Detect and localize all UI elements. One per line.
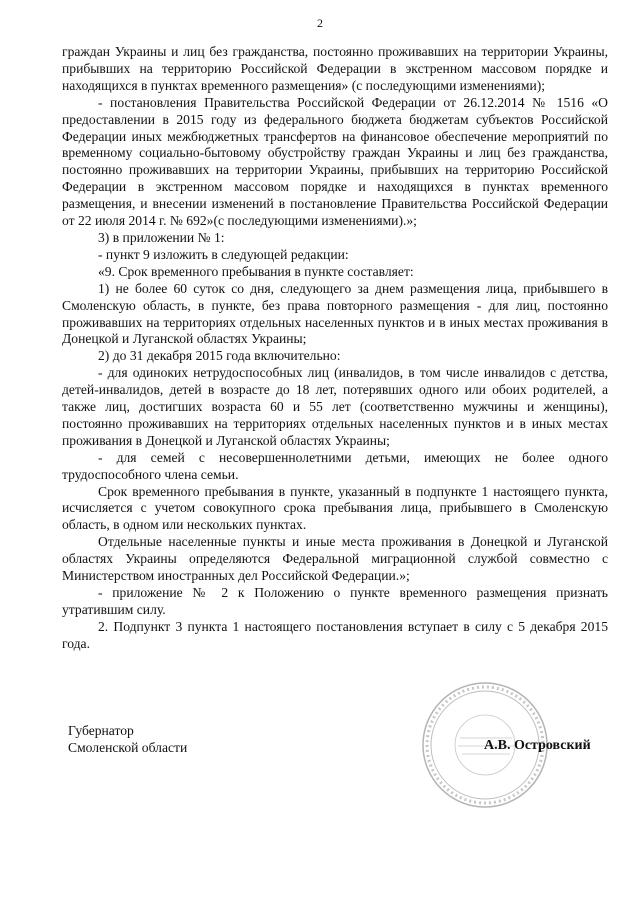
paragraph: 3) в приложении № 1: — [98, 229, 225, 245]
paragraph: - пункт 9 изложить в следующей редакции: — [98, 246, 349, 262]
paragraph: - приложение № 2 к Положению о пункте временного размещения признать утратившим силу. — [62, 585, 608, 617]
paragraph: Срок временного пребывания в пункте, указанный в подпункте 1 настоящего пункта, исчисляется с учетом совокупного срока пребывания лица, прибывшего в Смоленскую область, в одном или нескольких пунктах. — [62, 483, 608, 533]
signatory-position: Губернатор — [68, 723, 134, 738]
paragraph: 2) до 31 декабря 2015 года включительно: — [98, 348, 341, 364]
paragraph: 2. Подпункт 3 пункта 1 настоящего постановления вступает в силу с 5 декабря 2015 года. — [62, 618, 608, 651]
paragraph: - для одиноких нетрудоспособных лиц (инвалидов, в том числе инвалидов с детства, детей-инвалидов, детей в возрасте до 18 лет, потерявших одного или обоих родителей, а также лиц, достигших возраста 60 и 55 лет (соответственно мужчины и женщины), постоянно проживавших на территориях отдельных населенных пунктов и в иных местах проживания в Донецкой и Луганской областях Украины; — [62, 365, 608, 448]
paragraph: «9. Срок временного пребывания в пункте составляет: — [98, 263, 414, 279]
paragraph: граждан Украины и лиц без гражданства, постоянно проживавших на территории Украины, прибывших на территорию Российской Федерации в экстренном массовом порядке и находящихся в пунктах временного размещения» (с последующими изменениями); — [62, 44, 608, 93]
signatory-region: Смоленской области — [68, 740, 188, 755]
paragraph: 1) не более 60 суток со дня, следующего за днем размещения лица, прибывшего в Смоленскую область, в пункте, без права повторного размещения - для лиц, постоянно проживавших на территориях отдельных населенных пунктов и в иных местах проживания в Донецкой и Луганской областях Украины; — [62, 280, 608, 347]
document-body — [62, 44, 608, 653]
paragraph: Отдельные населенные пункты и иные места проживания в Донецкой и Луганской областях Украины определяются Федеральной миграционной службой совместно с Министерством иностранных дел Российской Федерации.»; — [62, 534, 608, 584]
page-number: 2 — [317, 16, 323, 30]
paragraph: - для семей с несовершеннолетними детьми, имеющих не более одного трудоспособного члена семьи. — [62, 449, 608, 482]
signature-block — [68, 722, 187, 756]
paragraph: - постановления Правительства Российской Федерации от 26.12.2014 № 1516 «О предоставлении в 2015 году из федерального бюджета бюджетам субъектов Российской Федерации иных межбюджетных трансфертов на финансовое обеспечение мероприятий по временному социально-бытовому обустройству граждан Украины и лиц без гражданства, постоянно проживавших на территории Украины, прибывших на территорию Российской Федерации в экстренном массовом порядке и находящихся в пунктах временного размещения, и внесении изменений в постановление Правительства Российской Федерации от 22 июля 2014 г. № 692»(с последующими изменениями).»; — [62, 94, 608, 229]
signatory-name: А.В. Островский — [484, 738, 591, 753]
